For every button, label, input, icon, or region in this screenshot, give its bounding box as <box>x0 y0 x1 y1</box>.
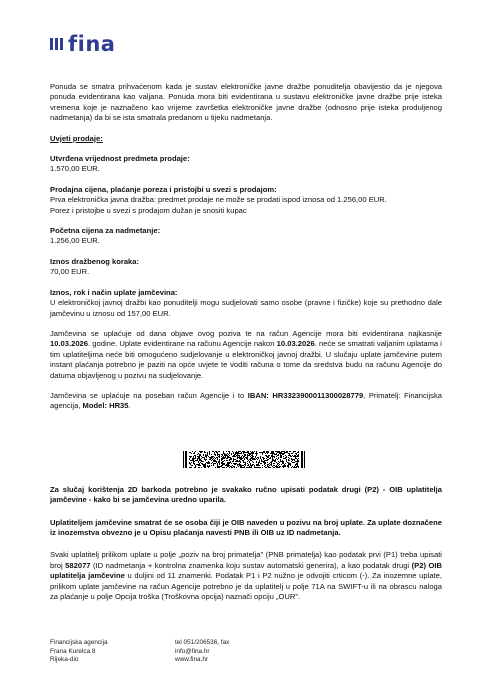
footer-email: info@fina.hr <box>175 647 210 655</box>
value-label: Utvrđena vrijednost predmeta prodaje: <box>50 154 190 164</box>
payer-note: Uplatiteljem jamčevine smatrat će se osoba čiji je OIB naveden u pozivu na broj uplate. Za uplate doznačene iz inozemstva obvezno je u Opisu plaćanja navesti PNB ili OIB uz ID nadmetanja. <box>50 517 442 537</box>
price-label: Prodajna cijena, plaćanje poreza i pristojbi u svezi s prodajom: <box>50 184 277 194</box>
iban: IBAN: HR3323900011300028779 <box>247 390 364 400</box>
footer-contact <box>175 639 229 665</box>
barcode-note: Za slučaj korištenja 2D barkoda potrebno je svakako ručno upisati podatak drugi (P2) - OIB uplatitelja jamčevine - kako bi se jamčevina uredno uparila. <box>50 484 442 505</box>
step-amount: 70,00 EUR. <box>50 267 90 277</box>
footer-company: Financijska agencija <box>50 639 108 646</box>
step-label: Iznos dražbenog koraka: <box>50 256 140 266</box>
footer-website: www.fina.hr <box>175 656 209 664</box>
payment-deadline-paragraph: Jamčevina se uplaćuje od dana objave ovog poziva te na račun Agencije mora biti evidentirana najkasnije 10.03.2026. godine. Uplate evidentirane na računu Agencije nakon 10.03.2026. neće se smatrati valjanim uplatama i tim uplatiteljima neće biti omogućeno sudjelovanje u elektroničkoj javnoj dražbi. U slučaju uplate jamčevine putem instant plaćanja potrebno je paziti na opće uvjete te voditi računa o tome da sredstva budu na računu Agencije do datuma objavljenog u pozivu na sudjelovanje. <box>50 328 442 380</box>
price-line-1: Prva elektronička javna dražba: predmet prodaje ne može se prodati ispod iznosa od 1.256,00 EUR. <box>50 195 387 205</box>
logo-bars-icon <box>50 38 63 50</box>
p2-oib-label: (P2) OIB uplatitelja jamčevine <box>50 560 442 581</box>
deadline-date-repeat: 10.03.2026 <box>276 339 315 349</box>
footer-address <box>50 639 108 665</box>
fina-logo <box>50 31 116 56</box>
deadline-date: 10.03.2026 <box>50 339 89 349</box>
footer-city: Rijeka-dio <box>50 656 79 664</box>
payment-instructions: Svaki uplatitelj prilikom uplate u polje „poziv na broj primatelja" (PNB primatelja) kao podatak prvi (P1) treba upisati broj 582077 (ID nadmetanja + kontrolna znamenka koju sustav automatski generira), a kao podatak drugi (P2) OIB uplatitelja jamčevine u duljini od 11 znamenki. Podatak P1 i P2 nužno je odvojiti crticom (-). Za inozemne uplate, prilikom uplate jamčevine na račun Agencije potrebno je da uplatitelj u polje 71A na SWIFT-u ili na obrascu naloga za plaćanje u polje Opcija troška (Troškovna opcija) naznači opciju „OUR". <box>50 550 442 601</box>
document-body <box>50 82 442 602</box>
intro-paragraph: Ponuda se smatra prihvaćenom kada je sustav elektroničke javne dražbe ponuditelja obavijestio da je njegova ponuda evidentirana kao valjana. Ponuda mora biti evidentirana u sustavu elektroničke javne dražbe prije isteka vremena koje je naznačeno kao vrijeme završetka elektroničke javne dražbe (odnosno prije isteka produljenog nadmetanja) da bi se ista smatrala predanom u tijeku nadmetanja. <box>50 82 442 123</box>
deposit-text: U elektroničkoj javnoj dražbi kao ponuditelji mogu sudjelovati samo osobe (pravne i fizičke) koje su prethodno dale jamčevinu u iznosu od 157,00 EUR. <box>50 298 442 318</box>
payment-account-paragraph: Jamčevina se uplaćuje na poseban račun Agencije i to IBAN: HR3323900011300028779, Primatelj: Financijska agencija, Model: HR35. <box>50 390 442 411</box>
2d-barcode <box>183 451 305 468</box>
footer-street: Frana Kurelca 8 <box>50 647 96 655</box>
footer-phone: tel 051/206536, fax <box>175 639 230 646</box>
deposit-label: Iznos, rok i način uplate jamčevina: <box>50 287 178 297</box>
start-price-amount: 1.256,00 EUR. <box>50 236 100 246</box>
conditions-heading: Uvjeti prodaje: <box>50 133 103 143</box>
value-amount: 1.570,00 EUR. <box>50 164 100 174</box>
logo-text: fina <box>68 31 116 56</box>
payment-model: Model: HR35 <box>82 401 129 411</box>
auction-reference-number: 582077 <box>65 560 91 570</box>
price-line-2: Porez i pristojbe u svezi s prodajom dužan je snositi kupac <box>50 205 247 215</box>
start-price-label: Početna cijena za nadmetanje: <box>50 226 161 236</box>
